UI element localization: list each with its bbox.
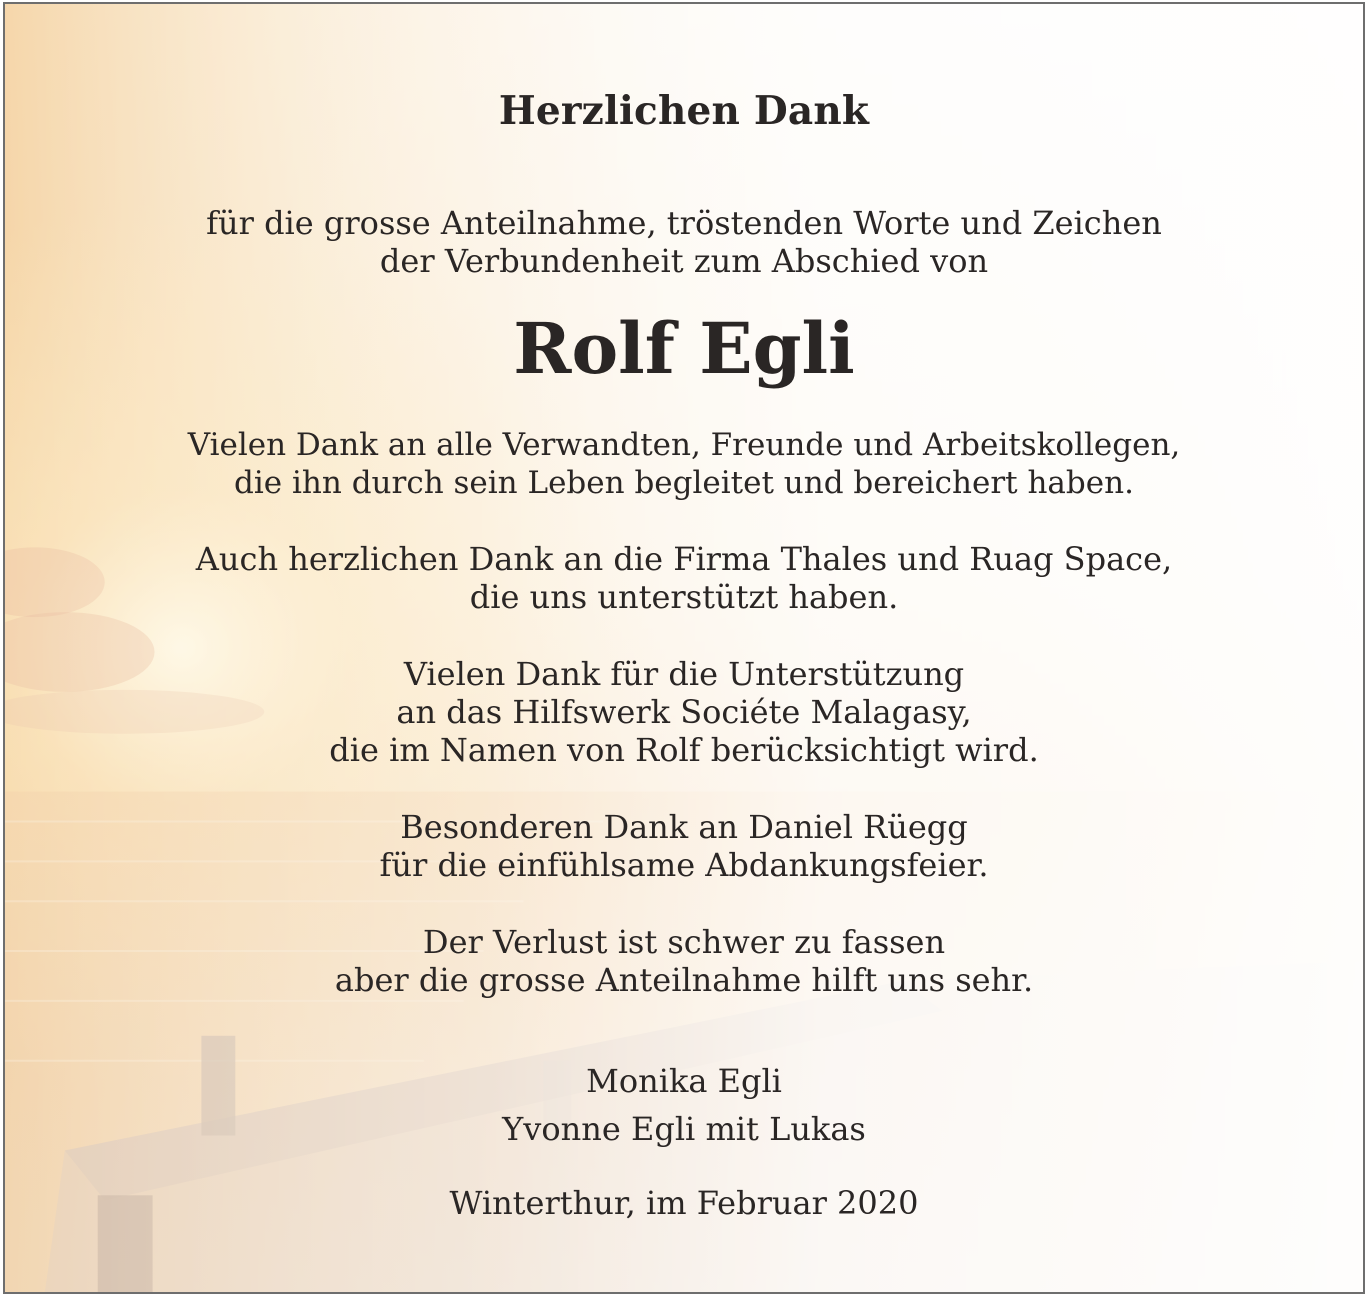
- paragraph-line: Vielen Dank an alle Verwandten, Freunde und Arbeitskollegen,: [187, 427, 1181, 463]
- intro-line: der Verbundenheit zum Abschied von: [379, 242, 989, 280]
- paragraph-line: die ihn durch sein Leben begleitet und bereichert haben.: [234, 465, 1134, 501]
- paragraph-line: die im Namen von Rolf berücksichtigt wird.: [329, 731, 1039, 769]
- thanks-paragraph: [5, 655, 1363, 769]
- paragraph-line: aber die grosse Anteilnahme hilft uns sehr.: [334, 961, 1034, 999]
- notice-heading: Herzlichen Dank: [498, 88, 870, 134]
- paragraph-line: Vielen Dank für die Unterstützung: [403, 655, 965, 693]
- paragraph-line: für die einfühlsame Abdankungsfeier.: [379, 846, 989, 884]
- thanks-paragraph: [5, 426, 1363, 502]
- intro-line: für die grosse Anteilnahme, tröstenden Worte und Zeichen: [206, 204, 1162, 242]
- paragraph-line: Der Verlust ist schwer zu fassen: [422, 923, 946, 961]
- signature-name: Monika Egli: [586, 1062, 782, 1100]
- obituary-notice: [3, 2, 1365, 1294]
- intro-text: [5, 204, 1363, 280]
- place-and-date: Winterthur, im Februar 2020: [449, 1184, 919, 1222]
- signature-name: Yvonne Egli mit Lukas: [502, 1110, 866, 1148]
- thanks-paragraph: [5, 808, 1363, 884]
- thanks-paragraph: [5, 923, 1363, 999]
- notice-content: [5, 4, 1363, 1292]
- thanks-paragraph: [5, 540, 1363, 616]
- paragraph-line: an das Hilfswerk Sociéte Malagasy,: [396, 693, 972, 731]
- paragraph-line: Besonderen Dank an Daniel Rüegg: [400, 808, 968, 846]
- deceased-name: Rolf Egli: [513, 307, 855, 390]
- paragraph-line: Auch herzlichen Dank an die Firma Thales und Ruag Space,: [195, 540, 1173, 578]
- paragraph-line: die uns unterstützt haben.: [469, 578, 899, 616]
